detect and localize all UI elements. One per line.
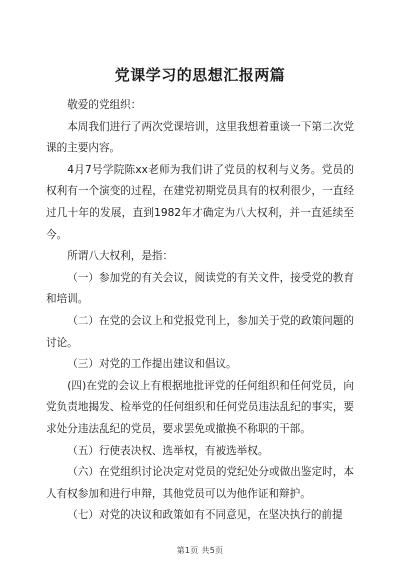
document-title: 党课学习的思想汇报两篇: [114, 66, 286, 84]
paragraph: 本周我们进行了两次党课培训，这里我想着重谈一下第二次党课的主要内容。: [46, 120, 354, 155]
list-item: （三）对党的工作提出建议和倡议。: [67, 358, 237, 371]
list-item: （五）行使表决权、选举权，有被选举权。: [67, 444, 269, 457]
list-item: （二）在党的会议上和党报党刊上，参加关于党的政策问题的讨论。: [46, 314, 354, 349]
salutation: 敬爱的党组织：: [67, 99, 142, 111]
page-footer: 第1页 共5页: [176, 546, 224, 555]
list-item: （一）参加党的有关会议，阅读党的有关文件，接受党的教育和培训。: [46, 271, 354, 306]
list-item: （七）对党的决议和政策如有不同意见，在坚决执行的前提: [67, 509, 343, 522]
paragraph: 所谓八大权利，是指：: [67, 250, 174, 263]
paragraph: 4月7号学院陈xx老师为我们讲了党员的权利与义务。党员的权利有一个演变的过程，在建党初期党员具有的权利很少，一直经过几十年的发展，直到1982年才确定为八大权利，并一直延续至今。: [46, 163, 354, 241]
list-item: (四)在党的会议上有根据地批评党的任何组织和任何党员，向党负责地揭发、检举党的任何组织和任何党员违法乱纪的事实，要求处分违法乱纪的党员，要求罢免或撤换不称职的干部。: [46, 379, 354, 435]
list-item: （六）在党组织讨论决定对党员的党纪处分或做出鉴定时，本人有权参加和进行申辩，其他党员可以为他作证和辩护。: [46, 466, 354, 500]
document-body: [46, 95, 354, 527]
